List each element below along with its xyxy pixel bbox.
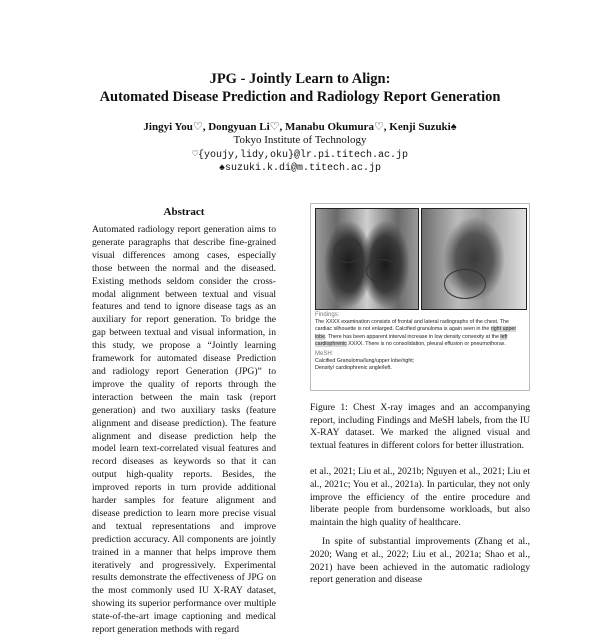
findings-highlight: right upper lobe (315, 326, 517, 340)
figure-1 (310, 203, 530, 391)
paper-title-line2: Automated Disease Prediction and Radiology Report Generation (99, 89, 501, 105)
body-paragraph: et al., 2021; Liu et al., 2021b; Nguyen et al., 2021; Liu et al., 2021c; You et al., 2021a). In particular, they not only improve the efficiency of the entire procedure and liberate people from burdensome workloads, but also maintain the high quality of healthcare. (310, 466, 530, 529)
abstract-text: Automated radiology report generation aims to generate paragraphs that describe fine-grained visual differences among cases, especially those between the normal and the diseased. Existing methods seldom consider the cross-modal alignment between textual and visual features and tend to ignore disease tags as an auxiliary for report generation. To bridge the gap between textual and visual information, in this study, we propose a “Jointly learning framework for automated disease Prediction and radiology report Generation (JPG)” to improve the quality of reports through the interaction between the main task (report generation) and two auxiliary tasks (feature alignment and disease prediction). The feature alignment and disease prediction help the model learn text-correlated visual features and record diseases as keywords so that it can output high-quality reports. Besides, the improved reports in turn provide additional harder samples for feature alignment and disease prediction to learn more precise visual and textual representations and improve prediction accuracy. All components are jointly trained in a manner that helps improve them iteratively and progressively. Experimental results demonstrate the effectiveness of JPG on the most commonly used IU X-RAY dataset, showing its superior performance over multiple state-of-the-art image captioning and medical report generation methods with regard (92, 224, 276, 636)
abstract-heading: Abstract (163, 206, 205, 218)
findings-part: . There has been apparent interval increase in low density convexity at the (325, 333, 501, 340)
findings-text (315, 319, 525, 348)
email-secondary: ♠suzuki.k.di@m.titech.ac.jp (218, 163, 382, 174)
author-list: Jingyi You♡, Dongyuan Li♡, Manabu Okumura♡, Kenji Suzuki♠ (143, 121, 457, 133)
figure-caption: Figure 1: Chest X-ray images and an accompanying report, including Findings and MeSH labels, from the IU X-RAY dataset. We marked the aligned visual and textual features in different colors for better illustration. (310, 402, 530, 451)
highlight-ellipse-lateral (444, 269, 486, 299)
findings-report (315, 312, 525, 373)
frontal-xray-image (315, 208, 419, 310)
affiliation: Tokyo Institute of Technology (233, 134, 367, 146)
paper-title-line1: JPG - Jointly Learn to Align: (209, 71, 391, 87)
lateral-xray-image (421, 208, 527, 310)
mesh-line: Density/ cardiophrenic angle/left. (315, 365, 392, 372)
findings-highlight: left cardiophrenic (315, 333, 508, 347)
findings-part: The XXXX examination consists of frontal and lateral radiographs of the chest. The cardiac silhouette is not enlarged. Calcified granuloma is again seen in the (315, 319, 509, 333)
email-primary: ♡{youjy,lidy,oku}@lr.pi.titech.ac.jp (191, 150, 409, 161)
highlight-ellipse-right (366, 259, 398, 283)
body-text (310, 466, 530, 587)
highlight-ellipse-upper (334, 239, 362, 263)
body-paragraph: In spite of substantial improvements (Zhang et al., 2020; Wang et al., 2022; Liu et al., 2021a; Shao et al., 2021) have been achieved in the automatic radiology report generation and disease (310, 535, 530, 586)
findings-label: Findings: (315, 312, 340, 318)
findings-part: XXXX. There is no consolidation, pleural effusion or pneumothorax. (346, 340, 506, 347)
mesh-label: MeSH: (315, 351, 334, 358)
mesh-line: Calcified Granuloma/lung/upper lobe/right; (315, 358, 415, 365)
